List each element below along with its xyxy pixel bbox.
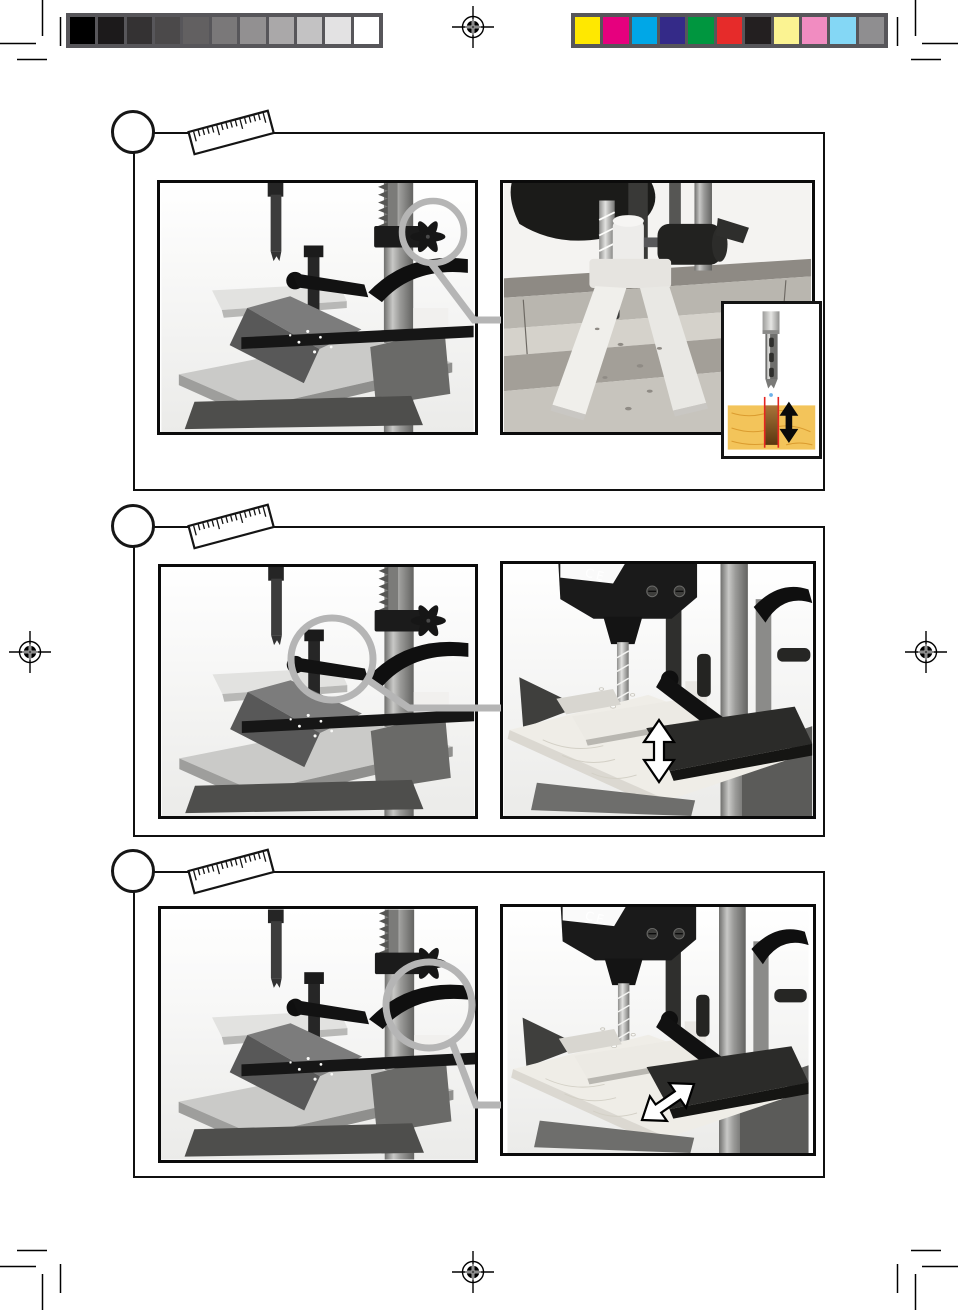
calibration-swatch: [269, 17, 294, 44]
step-panel-1: [133, 132, 825, 491]
calibration-swatch: [745, 17, 770, 44]
registration-mark-middle-left: [8, 630, 52, 674]
closeup-photo: [500, 561, 816, 819]
ce-mark-label: CE: [583, 908, 609, 928]
calibration-swatch: [325, 17, 350, 44]
calibration-swatch: [575, 17, 600, 44]
calibration-swatch: [183, 17, 208, 44]
step-marker: [111, 110, 155, 154]
ruler-icon: [183, 104, 279, 160]
calibration-swatch: [859, 17, 884, 44]
calibration-swatch: [98, 17, 123, 44]
ruler-icon: [183, 498, 279, 554]
color-calibration-bar: [571, 13, 888, 48]
depth-diagram-inset: [721, 301, 822, 459]
calibration-swatch: [212, 17, 237, 44]
registration-mark-top-center: [451, 5, 495, 49]
grayscale-calibration-bar: [66, 13, 383, 48]
calibration-swatch: [297, 17, 322, 44]
step-marker: [111, 504, 155, 548]
crop-mark-top-left: [0, 0, 62, 62]
calibration-swatch: [354, 17, 379, 44]
calibration-swatch: [127, 17, 152, 44]
registration-mark-bottom-center: [451, 1250, 495, 1294]
ce-mark-label: CE: [583, 565, 609, 585]
calibration-swatch: [603, 17, 628, 44]
machine-overview-photo: [157, 180, 478, 435]
closeup-photo: [500, 904, 816, 1156]
calibration-swatch: [70, 17, 95, 44]
calibration-swatch: [632, 17, 657, 44]
crop-mark-bottom-right: [896, 1248, 958, 1310]
calibration-swatch: [802, 17, 827, 44]
calibration-swatch: [774, 17, 799, 44]
calibration-swatch: [660, 17, 685, 44]
machine-overview-photo: [158, 906, 478, 1163]
step-panel-2: [133, 526, 825, 837]
step-panel-3: [133, 871, 825, 1178]
calibration-swatch: [155, 17, 180, 44]
crop-mark-top-right: [896, 0, 958, 62]
machine-overview-photo: [158, 564, 478, 819]
crop-mark-bottom-left: [0, 1248, 62, 1310]
registration-mark-middle-right: [904, 630, 948, 674]
step-marker: [111, 849, 155, 893]
calibration-swatch: [830, 17, 855, 44]
ruler-icon: [183, 843, 279, 899]
calibration-swatch: [688, 17, 713, 44]
calibration-swatch: [240, 17, 265, 44]
calibration-swatch: [717, 17, 742, 44]
